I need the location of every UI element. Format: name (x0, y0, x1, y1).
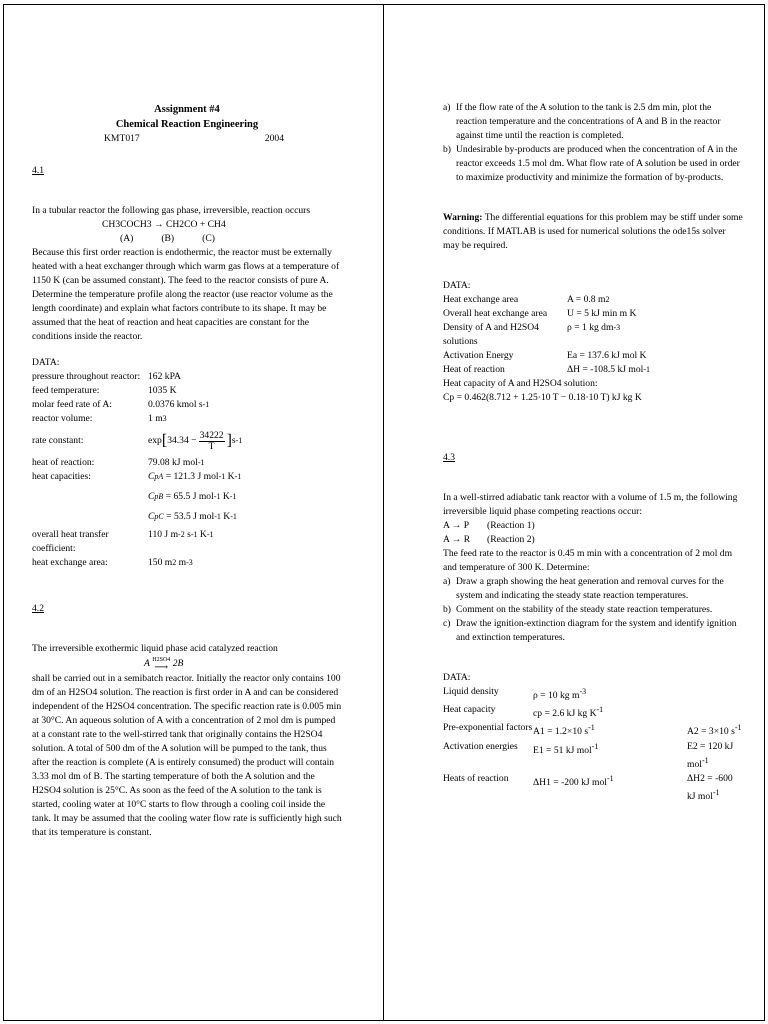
assignment-title: Assignment #4 (154, 104, 220, 115)
species-label-a: (A) (120, 233, 134, 244)
left-page-content (32, 102, 342, 840)
section-4-3-feed: The feed rate to the reactor is 0.45 m min with a concentration of 2 mol dm and temperature of 300 K. Determine: (443, 548, 733, 573)
section-4-3-item-c: c) Draw the ignition-extinction diagram for the system and identify ignition and extinction temperatures. (443, 618, 737, 643)
data-row-pressure: pressure throughout reactor: 162 kPA (32, 371, 181, 382)
section-4-2-heading: 4.2 (32, 603, 44, 614)
data-row-density: Density of A and H2SO4 solutions ρ = 1 kg dm -3 (443, 322, 621, 347)
warning-note: Warning: The differential equations for this problem may be stiff under some conditions. If MATLAB is used for numerical solutions the ode15s solver may be required. (443, 212, 743, 251)
section-4-1-intro: In a tubular reactor the following gas phase, irreversible, reaction occurs (32, 205, 311, 216)
data-row-molar-feed: molar feed rate of A: 0.0376 kmol s -1 (32, 399, 210, 410)
item-b: b) Undesirable by-products are produced when the concentration of A in the reactor exceeds 1.5 mol dm. What flow rate of A solution be used in order to maximize productivity and minimize the formation of by-products. (443, 144, 740, 183)
data-row-heat-capacity-label: Heat capacity of A and H2SO4 solution: (443, 378, 598, 389)
data-row-heat-exchange-area: Heat exchange area A = 0.8 m 2 (443, 294, 610, 305)
course-code: KMT017 (104, 133, 140, 144)
data-row-overall-heat-exchange: Overall heat exchange area U = 5 kJ min m K (443, 308, 637, 319)
catalyst-arrow: H2SO4 ⟶ (152, 657, 171, 673)
right-page-content (443, 101, 743, 804)
section-4-3-intro: In a well-stirred adiabatic tank reactor with a volume of 1.5 m, the following irreversible liquid phase competing reactions occur: (443, 492, 738, 517)
section-4-2-reaction: A H2SO4 ⟶ 2B (144, 657, 184, 673)
data-row-heat-exchange-area: heat exchange area: 150 m 2 m -3 (32, 557, 193, 568)
data-row-activation-energy: Activation Energy Ea = 137.6 kJ mol K (443, 350, 647, 361)
section-4-2-body: shall be carried out in a semibatch reactor. Initially the reactor only contains 100 dm of an H2SO4 solution. The reaction is first order in A and can be considered independent of the H2SO4 concentration. The specific reaction rate is 0.005 min at 30°C. An aqueous solution of A with a concentration of 2 mol dm is pumped at a constant rate to the well-stirred tank that originally contains the H2SO4 solution. A total of 500 dm of the A solution will be pumped to the tank, thus after the reaction is complete (A is entirely consumed) the product will contain 3.33 mol dm of B. The starting temperature of both the A solution and the H2SO4 solution is 25°C. As soon as the feed of the A solution to the tank is started, cooling water at 10°C starts to flow through a cooling coil inside the tank. It may be assumed that the cooling water flow rate is sufficiently high such that its temperature is constant. (32, 673, 342, 838)
reaction-2: A → R (Reaction 2) (443, 534, 535, 545)
data-heading: DATA: (443, 280, 471, 291)
rate-constant-formula: exp [ 34.34 − $\frac{34222}{T}$ ] s -1 (148, 429, 243, 452)
left-page (3, 4, 384, 1021)
species-label-c: (C) (202, 233, 215, 244)
section-4-3-item-a: a) Draw a graph showing the heat generation and removal curves for the system and indicating the steady state reaction temperatures. (443, 576, 724, 601)
section-4-3-heading: 4.3 (443, 452, 455, 463)
data-row-rate-constant: rate constant: exp [ 34.34 − $\frac{34222}{T}$ ] s -1 (32, 429, 243, 452)
section-4-1-heading: 4.1 (32, 165, 44, 176)
item-a: a) If the flow rate of the A solution to the tank is 2.5 dm min, plot the reaction temperature and the concentrations of A and B in the reactor against time until the reaction is completed. (443, 102, 721, 141)
data-row-heat-transfer-coefficient: overall heat transfer coefficient: 110 J m -2 s -1 K -1 (32, 529, 214, 554)
section-4-1-data-heading: DATA: (32, 357, 60, 368)
right-page (384, 4, 765, 1021)
section-4-1-body: Because this first order reaction is endothermic, the reactor must be externally heated with a heat exchanger through which warm gas flows at a temperature of 1150 K (can be assumed constant). The feed to the reactor consists of pure A. Determine the temperature profile along the reactor (use reactor volume as the length coordinate) and explain what factors contribute to its shape. It may be assumed that the heat of reaction and heat capacities are constant for the conditions inside the reactor. (32, 247, 340, 342)
course-meta (32, 132, 342, 146)
section-4-1-reaction: CH3COCH3 → CH2CO + CH4 (102, 219, 226, 230)
data-row-heat-of-reaction: Heat of reaction ΔH = -108.5 kJ mol -1 (443, 364, 651, 375)
assignment-subtitle: Chemical Reaction Engineering (115, 119, 259, 130)
species-label-b: (B) (161, 233, 175, 244)
section-4-2-intro: The irreversible exothermic liquid phase acid catalyzed reaction (32, 643, 278, 654)
section-4-3-item-b: b) Comment on the stability of the steady state reaction temperatures. (443, 604, 713, 615)
reaction-1: A → P (Reaction 1) (443, 520, 535, 531)
section-4-1-species-labels (32, 232, 342, 246)
data-row-feed-temperature: feed temperature: 1035 K (32, 385, 177, 396)
section-4-3-data-heading: DATA: (443, 672, 471, 683)
data-row-heat-capacity-b: C pB = 65.5 J mol -1 K -1 (148, 491, 237, 502)
data-row-heat-capacity-c: C pC = 53.5 J mol -1 K -1 (148, 511, 237, 522)
course-year: 2004 (264, 133, 284, 144)
data-row-reactor-volume: reactor volume: 1 m 3 (32, 413, 167, 424)
heat-capacity-formula: Cp = 0.462(8.712 + 1.25·10 T − 0.18·10 T) kJ kg K (443, 392, 642, 403)
section-4-3-data-table: Liquid density ρ = 10 kg $m^{-3}$ Heat capacity cp = 2.6 kJ kg $K^{-1}$ Pre-exponential factors A1 = 1.2×10 $s^{-1}$ A2 = 3×10 $s^{-1}$ Activation energies E1 = 51 kJ mol$^{-1}$ E2 = 120 kJ mol$^{-1}$ Heats of reaction ΔH1 = -200 kJ mol$^{-1}$ ΔH2 = -600 kJ mol$^{-1}$ (443, 686, 742, 802)
data-row-heat-of-reaction: heat of reaction: 79.08 kJ mol -1 (32, 457, 205, 468)
data-row-heat-capacity-a: heat capacities: C pA = 121.3 J mol -1 K -1 (32, 471, 242, 482)
